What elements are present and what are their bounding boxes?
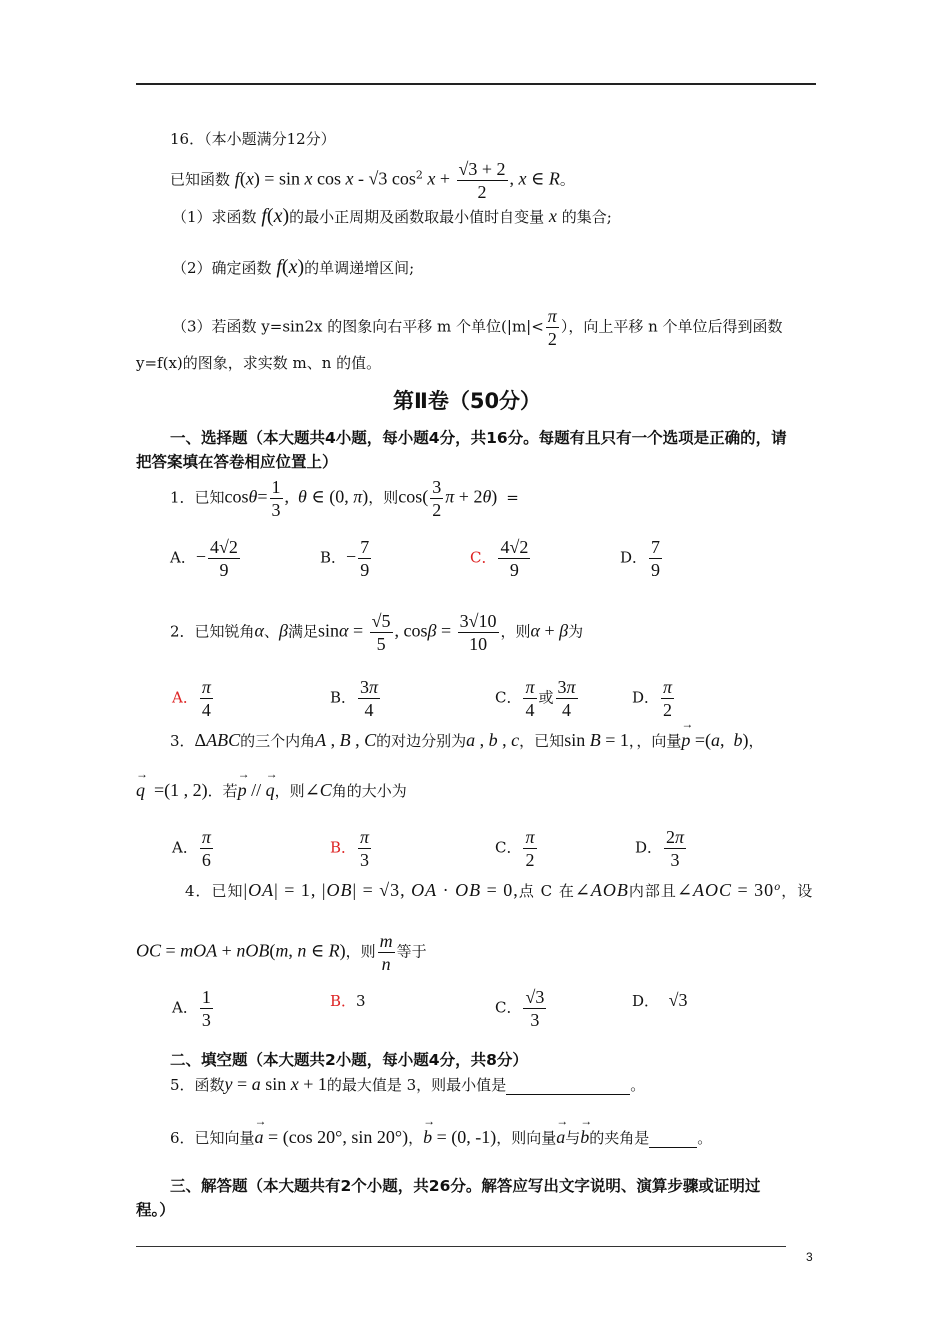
q2-option-a[interactable]: A． $\frac{\pi}{4}$ — [172, 677, 211, 720]
q16-sub2: （2）确定函数 f(x)的单调递增区间; — [172, 256, 415, 278]
q4-t4: ，则 — [345, 942, 376, 961]
q1-option-d[interactable]: D． $\frac{7}{9}$ — [620, 537, 661, 580]
q1-option-a[interactable]: A．− $\frac{4√2}{9}$ — [170, 537, 238, 580]
section3-heading: 三、解答题（本大题共有2个小题，共26分。解答应写出文字说明、演算步骤或证明过 — [170, 1177, 761, 1195]
q2-label: 2．已知锐角 — [170, 622, 255, 641]
q3-stem-line2: → q =(1 , 2)．若→ p // → q，则∠C角的大小为 — [136, 780, 407, 801]
q4-t5: 等于 — [396, 942, 427, 961]
q4-stem: 4．已知|OA| = 1, |OB| = √3, OA · OB = 0,点 C 在∠AOB内部且∠AOC = $30^o$，设 — [185, 880, 814, 900]
q16-header: 16．（本小题满分12分） — [170, 130, 336, 148]
q5-tail: 的最大值是 3，则最小值是 — [326, 1076, 507, 1094]
q16-formula: f — [234, 168, 240, 189]
part2-title: 第Ⅱ卷（50分） — [393, 389, 542, 413]
q4-option-b-label: B． — [330, 992, 357, 1010]
q3-option-d[interactable]: D． $\frac{2\pi}{3}$ — [635, 827, 685, 870]
q6-t3: 的夹角是 — [589, 1129, 650, 1147]
q3-t5: ．若 — [207, 782, 238, 800]
header-rule — [136, 83, 816, 85]
q3-option-a[interactable]: A． $\frac{\pi}{6}$ — [172, 827, 211, 870]
q3-option-b[interactable]: B． $\frac{\pi}{3}$ — [330, 827, 370, 870]
q2-stem: 2．已知锐角α、β满足sinα = $\frac{√5}{5}$ , cosβ = $\frac{3√10}{10}$ ，则α + β为 — [170, 611, 584, 654]
q1-option-a-label: A． — [170, 548, 196, 567]
q3-option-c-label: C． — [495, 838, 522, 857]
q6-t2: 与 — [565, 1129, 581, 1147]
q4-label: 4．已知 — [185, 882, 244, 900]
q1-option-c[interactable]: C． $\frac{4√2}{9}$ — [470, 537, 529, 580]
q4-stem-line2: OC = mOA + nOB(m, n ∈ R)，则 $\frac{m}{n}$ 等于 — [136, 931, 427, 974]
q4-option-d-label: D． — [632, 992, 660, 1010]
q3-t7: 角的大小为 — [331, 782, 407, 800]
footer-rule — [136, 1246, 786, 1247]
section1-heading: 一、选择题（本大题共4小题，每小题4分，共16分。每题有且只有一个选项是正确的，请 — [170, 429, 787, 447]
q2-option-d-label: D． — [632, 688, 660, 707]
q4-option-c[interactable]: C． $\frac{√3}{3}$ — [495, 987, 545, 1030]
section3-heading-line2: 程。） — [136, 1201, 175, 1219]
q3-option-d-label: D． — [635, 838, 663, 857]
q16-sub3-line2: y=f(x)的图象，求实数 m、n 的值。 — [136, 354, 382, 372]
q3-t6: ，则 — [274, 782, 305, 800]
q4-option-c-label: C． — [495, 998, 522, 1017]
q16-intro-text: 已知函数 — [170, 170, 231, 189]
q2-then: ，则 — [500, 622, 531, 641]
section2-heading: 二、填空题（本大题共2小题，每小题4分，共8分） — [170, 1051, 528, 1069]
q3-t2: 的对边分别为 — [376, 732, 467, 750]
q1-stem: 1．已知cosθ= $\frac{1}{3}$ , θ ∈ (0, π)，则cos( $\frac{3}{2}$ π + 2θ) = — [170, 477, 519, 520]
q4-option-b-value: 3 — [356, 992, 366, 1010]
section1-heading-line2: 把答案填在答卷相应位置上） — [136, 453, 338, 471]
q2-option-c-label: C． — [495, 688, 522, 707]
q16-sub1: （1）求函数 f(x)的最小正周期及函数取最小值时自变量 x 的集合; — [172, 205, 612, 227]
q3-t3: ，已知 — [519, 732, 565, 750]
q2-option-d[interactable]: D． $\frac{\pi}{2}$ — [632, 677, 673, 720]
q3-label: 3． — [170, 732, 195, 750]
q2-option-c[interactable]: C． $\frac{\pi}{4}$ 或 $\frac{3\pi}{4}$ — [495, 677, 576, 720]
q16-intro: 已知函数 f(x) = sin x cos x - √3 $\cos^2 x$ + $\frac{√3 + 2}{2}$ , x ∈ R。 — [170, 159, 575, 202]
q4-t1: 点 C 在 — [518, 882, 575, 900]
q3-stem: 3．ΔABC的三个内角A , B , C的对边分别为a , b , c，已知sin B = 1，，向量→ p =(a, b)， — [170, 730, 764, 751]
q4-option-b[interactable] — [330, 990, 366, 1011]
q6-answer-blank[interactable] — [649, 1129, 697, 1148]
q6-t1: ，则向量 — [496, 1129, 557, 1147]
q16-sub3-a: （3）若函数 y=sin2x 的图象向右平移 m 个单位(|m|< — [172, 317, 544, 336]
q6-label: 6．已知向量 — [170, 1129, 255, 1147]
q16-sub3: （3）若函数 y=sin2x 的图象向右平移 m 个单位(|m|< $\frac{\pi}{2}$ ），向上平移 n 个单位后得到函数 — [172, 306, 783, 349]
q2-or: 或 — [538, 688, 554, 707]
q4-t3: ，设 — [781, 882, 814, 900]
q2-option-b-label: B． — [330, 688, 357, 707]
q5-answer-blank[interactable] — [506, 1076, 630, 1095]
q6-end: 。 — [697, 1129, 713, 1147]
q16-sub3-b: ），向上平移 n 个单位后得到函数 — [560, 317, 783, 336]
q5-label: 5．函数 — [170, 1076, 225, 1094]
q1-label: 1．已知 — [170, 488, 225, 507]
q16-sub1-b: 的最小正周期及函数取最小值时自变量 — [289, 208, 545, 226]
q1-eq: = — [506, 488, 519, 507]
q2-tail: 为 — [568, 622, 584, 641]
q3-option-b-label: B． — [330, 838, 357, 857]
q5-end: 。 — [630, 1076, 646, 1094]
q1-then: ，则 — [368, 488, 399, 507]
q3-option-a-label: A． — [172, 838, 198, 857]
q16-sub1-a: （1）求函数 — [172, 208, 257, 226]
q1-option-b[interactable]: B．− $\frac{7}{9}$ — [320, 537, 370, 580]
q2-option-a-label: A． — [172, 688, 198, 707]
q16-sub2-b: 的单调递增区间; — [304, 259, 415, 277]
q2-sep: 、 — [264, 622, 280, 641]
q6-stem: 6．已知向量→ a = (cos 20°, sin 20°)，→ b = (0, -1)，则向量→ a与→ b的夹角是 。 — [170, 1127, 712, 1148]
q4-t2: 内部且 — [628, 882, 677, 900]
q3-t1: 的三个内角 — [240, 732, 316, 750]
page-number: 3 — [806, 1250, 813, 1264]
q4-option-d[interactable]: D． √3 — [632, 990, 688, 1010]
q16-sub1-c: 的集合; — [561, 208, 612, 226]
q1-option-b-label: B． — [320, 548, 347, 567]
q2-option-b[interactable]: B． $\frac{3\pi}{4}$ — [330, 677, 379, 720]
q3-t4: ，向量 — [636, 732, 682, 750]
q2-cond: 满足 — [287, 622, 318, 641]
q1-option-c-label: C． — [470, 548, 497, 567]
q1-option-d-label: D． — [620, 548, 648, 567]
q4-option-a-label: A． — [172, 998, 198, 1017]
q4-option-a[interactable]: A． $\frac{1}{3}$ — [172, 987, 211, 1030]
q16-sub2-a: （2）确定函数 — [172, 259, 272, 277]
q5-stem: 5．函数y = a sin x + 1的最大值是 3，则最小值是 。 — [170, 1074, 646, 1094]
q3-option-c[interactable]: C． $\frac{\pi}{2}$ — [495, 827, 535, 870]
